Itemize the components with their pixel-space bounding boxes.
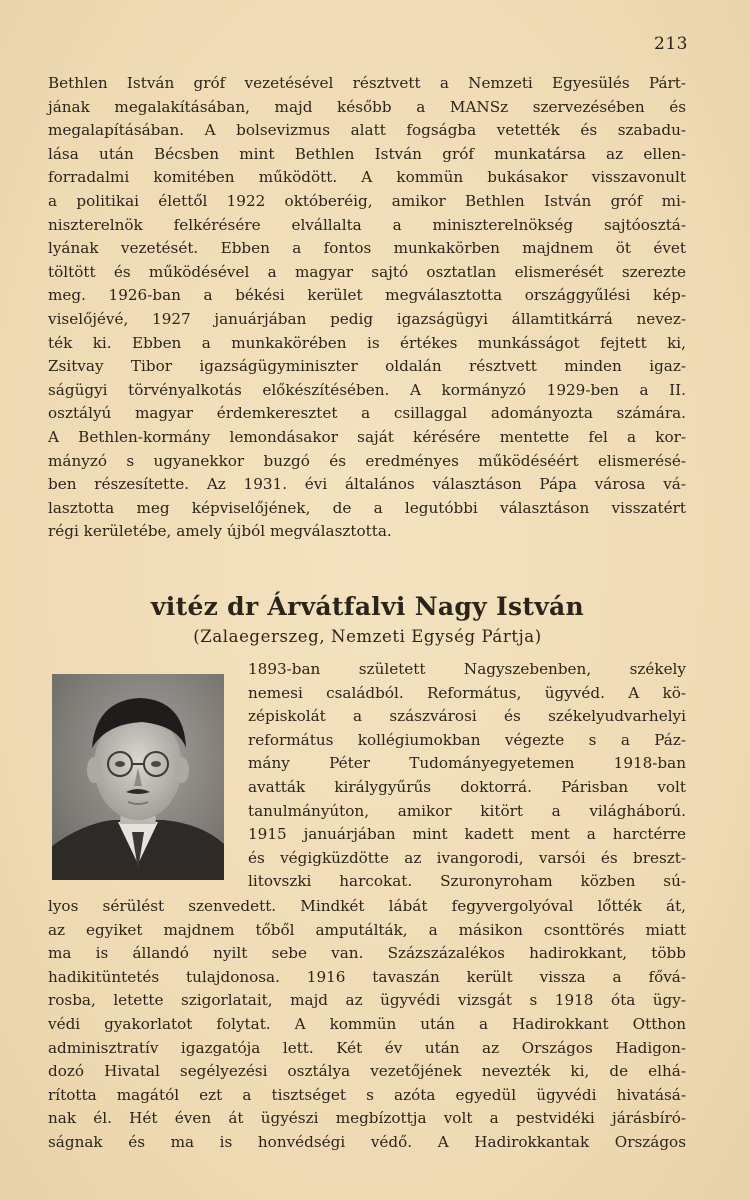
bio-full-line: rította magától ezt a tisztséget s azóta egyedül ügyvédi hivatásá- (48, 1085, 686, 1104)
page-number: 213 (654, 34, 688, 54)
top-paragraph-line: meg. 1926-ban a békési kerület megválasztotta országgyűlési kép- (48, 286, 686, 305)
bio-full-line: az egyiket majdnem tőből amputálták, a másikon csonttörés miatt (48, 920, 686, 939)
top-paragraph-line: töltött és működésével a magyar sajtó osztatlan elismerését szerezte (48, 262, 686, 281)
top-paragraph-line: mányzó s ugyanekkor buzgó és eredményes működéséért elismerésé- (48, 451, 686, 470)
bio-full-line: ma is állandó nyilt sebe van. Százszázalékos hadirokkant, több (48, 944, 686, 963)
top-paragraph-line: ben részesítette. Az 1931. évi általános választáson Pápa városa vá- (48, 475, 686, 494)
bio-wrapped-line: és végigküzdötte az ivangorodi, varsói és breszt- (248, 848, 686, 867)
top-paragraph (48, 72, 686, 544)
bio-wrapped-line: avatták királygyűrűs doktorrá. Párisban volt (248, 777, 686, 796)
top-paragraph-line: megalapításában. A bolsevizmus alatt fogságba vetették és szabadu- (48, 121, 686, 140)
top-paragraph-line: forradalmi komitében működött. A kommün bukásakor visszavonult (48, 168, 686, 187)
top-paragraph-line: régi kerületébe, amely újból megválasztotta. (48, 522, 392, 541)
top-paragraph-line: ságügyi törvényalkotás előkészítésében. A kormányzó 1929-ben a II. (48, 380, 686, 399)
bio-wrapped-line: 1893-ban született Nagyszebenben, székely (248, 660, 686, 678)
top-paragraph-line: lása után Bécsben mint Bethlen István gróf munkatársa az ellen- (48, 144, 686, 163)
bio-wrapped-line: mány Péter Tudományegyetemen 1918-ban (248, 754, 686, 773)
top-paragraph-line: niszterelnök felkérésére elvállalta a miniszterelnökség sajtóosztá- (48, 215, 686, 234)
top-paragraph-line: jának megalakításában, majd később a MANSz szervezésében és (48, 97, 686, 116)
bio-wrapped-line: 1915 januárjában mint kadett ment a harctérre (248, 825, 686, 844)
bio-full-line: ságnak és ma is honvédségi védő. A Hadirokkantak Országos (48, 1132, 686, 1151)
section-subtitle: (Zalaegerszeg, Nemzeti Egység Pártja) (193, 627, 542, 646)
portrait-photo (52, 674, 224, 880)
bio-wrapped-paragraph (248, 658, 686, 894)
bio-wrapped-line: református kollégiumokban végezte s a Páz- (248, 730, 686, 749)
bio-full-paragraph (48, 895, 686, 1155)
bio-full-line: rosba, letette szigorlatait, majd az ügyvédi vizsgát s 1918 óta ügy- (48, 991, 686, 1010)
bio-wrapped-line: nemesi családból. Református, ügyvéd. A kö- (248, 683, 686, 702)
section-title: vitéz dr Árvátfalvi Nagy István (150, 592, 585, 621)
bio-full-line: adminisztratív igazgatója lett. Két év után az Országos Hadigon- (48, 1038, 686, 1057)
top-paragraph-line: lyának vezetését. Ebben a fontos munkakörben majdnem öt évet (48, 239, 686, 258)
bio-full-line: lyos sérülést szenvedett. Mindkét lábát fegyvergolyóval lőtték át, (48, 897, 686, 915)
top-paragraph-line: a politikai élettől 1922 októberéig, amikor Bethlen István gróf mi- (48, 191, 686, 210)
top-paragraph-line: viselőjévé, 1927 januárjában pedig igazságügyi államtitkárrá nevez- (48, 309, 686, 328)
bio-wrapped-line: litovszki harcokat. Szuronyroham közben sú- (248, 872, 686, 891)
bio-full-line: nak él. Hét éven át ügyészi megbízottja volt a pestvidéki járásbíró- (48, 1109, 686, 1128)
bio-wrapped-line: zépiskolát a szászvárosi és székelyudvarhelyi (248, 707, 686, 726)
top-paragraph-line: osztályú magyar érdemkeresztet a csillaggal adományozta számára. (48, 404, 686, 423)
portrait-illustration (52, 674, 224, 880)
bio-full-line: hadikitüntetés tulajdonosa. 1916 tavaszán került vissza a fővá- (48, 967, 686, 986)
bio-wrapped-line: tanulmányúton, amikor kitört a világháború. (248, 801, 686, 820)
bio-full-line: védi gyakorlatot folytat. A kommün után a Hadirokkant Otthon (48, 1014, 686, 1033)
top-paragraph-line: A Bethlen-kormány lemondásakor saját kérésére mentette fel a kor- (48, 427, 686, 446)
top-paragraph-line: Zsitvay Tibor igazságügyminiszter oldalán résztvett minden igaz- (48, 357, 686, 376)
bio-full-line: dozó Hivatal segélyezési osztálya vezetőjének nevezték ki, de elhá- (48, 1062, 686, 1081)
top-paragraph-line: Bethlen István gróf vezetésével résztvett a Nemzeti Egyesülés Párt- (48, 74, 686, 92)
top-paragraph-line: ték ki. Ebben a munkakörében is értékes munkásságot fejtett ki, (48, 333, 686, 352)
top-paragraph-line: lasztotta meg képviselőjének, de a legutóbbi választáson visszatért (48, 498, 686, 517)
